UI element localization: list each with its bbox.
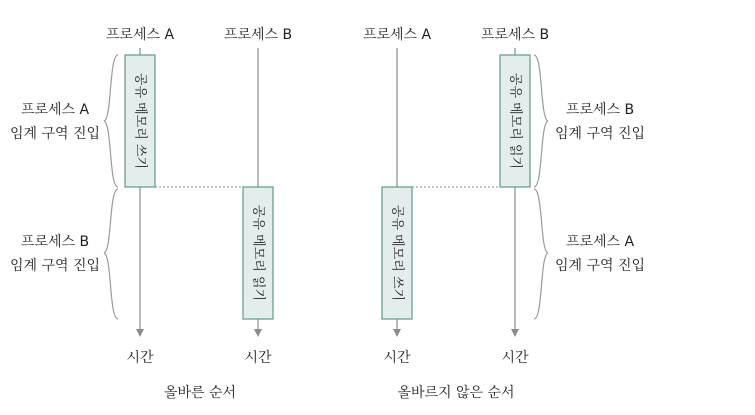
right-time-label-b: 시간 [501, 350, 529, 366]
left-note-b-line1: 프로세스 B [20, 234, 90, 250]
left-brace-bottom [104, 189, 118, 319]
right-brace-bottom [534, 189, 548, 319]
left-box-write-label: 공유 메모리 쓰기 [132, 72, 148, 170]
right-caption: 올바르지 않은 순서 [397, 385, 515, 401]
right-diagram [363, 26, 645, 401]
right-header-process-a: 프로세스 A [362, 27, 432, 43]
left-box-read-label: 공유 메모리 읽기 [250, 204, 266, 302]
left-header-process-a: 프로세스 A [105, 27, 175, 43]
left-note-b-line2: 임계 구역 진입 [9, 258, 101, 274]
right-note-a-line1: 프로세스 A [565, 234, 635, 250]
right-header-process-b: 프로세스 B [480, 27, 550, 43]
right-brace-top [534, 55, 548, 187]
right-time-label-a: 시간 [383, 350, 411, 366]
left-note-a-line2: 임계 구역 진입 [9, 126, 101, 142]
left-diagram [10, 26, 292, 401]
left-header-process-b: 프로세스 B [223, 27, 293, 43]
left-note-a-line1: 프로세스 A [20, 102, 90, 118]
left-brace-top [104, 55, 118, 187]
right-note-a-line2: 임계 구역 진입 [554, 258, 646, 274]
right-box-write-label: 공유 메모리 쓰기 [389, 204, 405, 302]
left-caption: 올바른 순서 [163, 385, 237, 401]
left-time-label-b: 시간 [244, 350, 272, 366]
right-box-read-label: 공유 메모리 읽기 [507, 72, 523, 170]
right-note-b-line2: 임계 구역 진입 [554, 126, 646, 142]
left-time-label-a: 시간 [126, 350, 154, 366]
right-note-b-line1: 프로세스 B [565, 102, 635, 118]
